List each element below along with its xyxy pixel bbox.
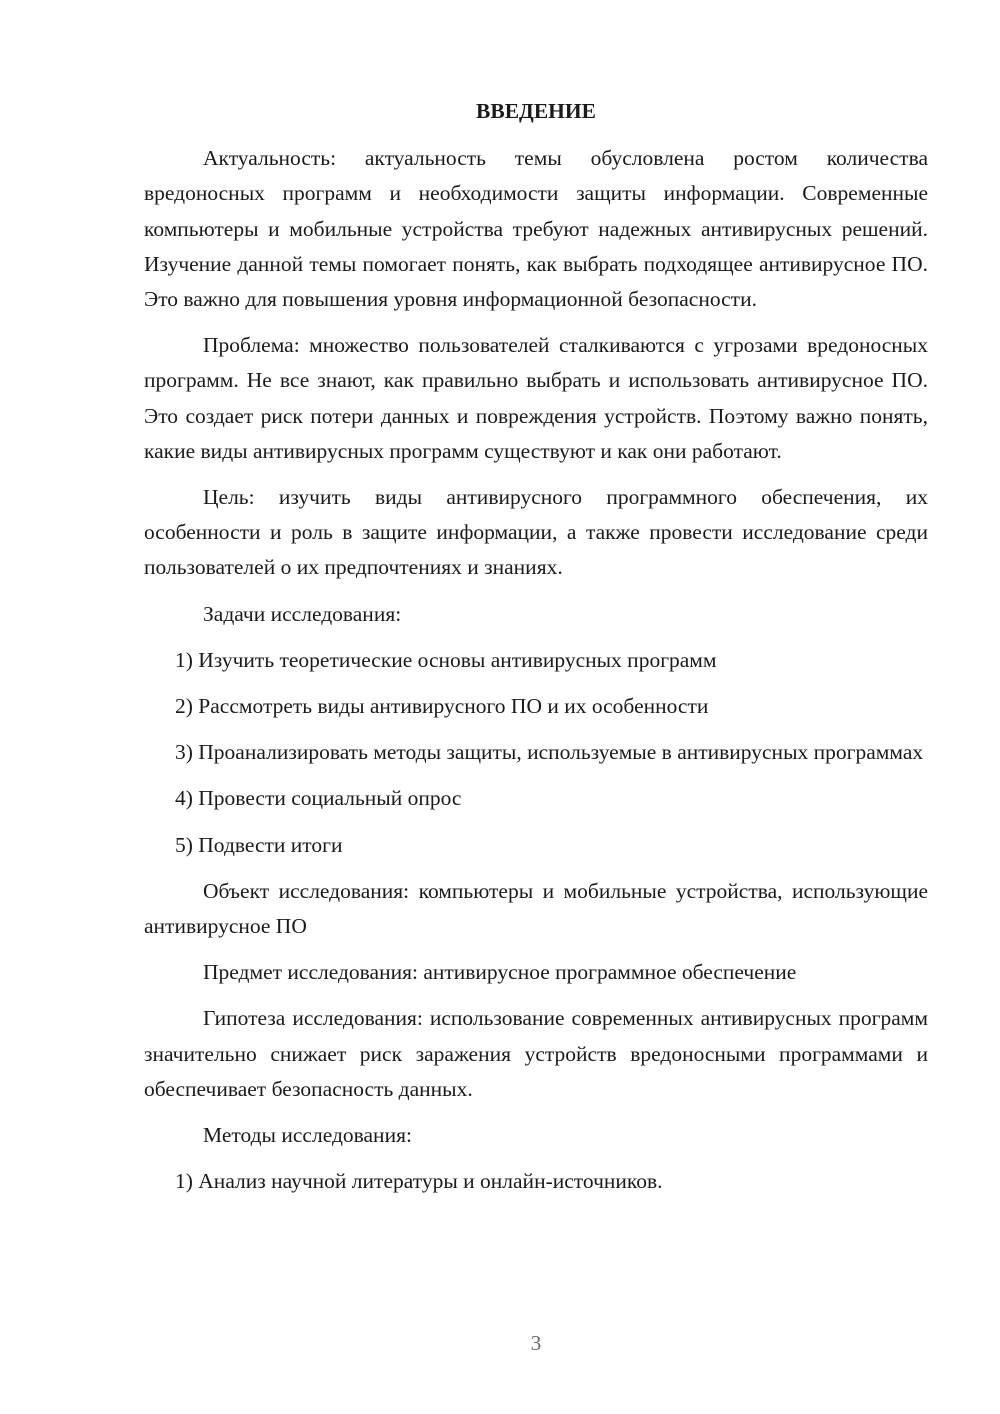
paragraph-subject: Предмет исследования: антивирусное программное обеспечение	[203, 960, 797, 985]
list-item-task-5: 5) Подвести итоги	[175, 832, 343, 857]
list-item-task-2: 2) Рассмотреть виды антивирусного ПО и их особенности	[175, 694, 709, 719]
paragraph-hypothesis: Гипотеза исследования: использование современных антивирусных программ значительно снижает риск заражения устройств вредоносными программами и обеспечивает безопасность данных.	[144, 1006, 928, 1101]
list-item-method-1: 1) Анализ научной литературы и онлайн-источников.	[175, 1169, 663, 1194]
page-number: 3	[530, 1331, 542, 1355]
paragraph-goal: Цель: изучить виды антивирусного программного обеспечения, их особенности и роль в защите информации, а также провести исследование среди пользователей о их предпочтениях и знаниях.	[144, 485, 928, 580]
list-item-task-1: 1) Изучить теоретические основы антивирусных программ	[175, 647, 717, 672]
list-item-task-4: 4) Провести социальный опрос	[175, 786, 462, 811]
paragraph-object: Объект исследования: компьютеры и мобильные устройства, использующие антивирусное ПО	[144, 878, 928, 939]
paragraph-relevance: Актуальность: актуальность темы обусловлена ростом количества вредоносных программ и необходимости защиты информации. Современные компьютеры и мобильные устройства требуют надежных антивирусных решений. Изучение данной темы помогает понять, как выбрать подходящее антивирусное ПО. Это важно для повышения уровня информационной безопасности.	[144, 146, 928, 312]
paragraph-tasks-heading: Задачи исследования:	[203, 601, 402, 626]
document-page	[144, 94, 928, 1210]
list-item-task-3: 3) Проанализировать методы защиты, используемые в антивирусных программах	[175, 740, 924, 765]
document-title: ВВЕДЕНИЕ	[476, 99, 596, 123]
paragraph-methods-heading: Методы исследования:	[203, 1123, 412, 1148]
paragraph-problem: Проблема: множество пользователей сталкиваются с угрозами вредоносных программ. Не все знают, как правильно выбрать и использовать антивирусное ПО. Это создает риск потери данных и повреждения устройств. Поэтому важно понять, какие виды антивирусных программ существуют и как они работают.	[144, 333, 928, 463]
